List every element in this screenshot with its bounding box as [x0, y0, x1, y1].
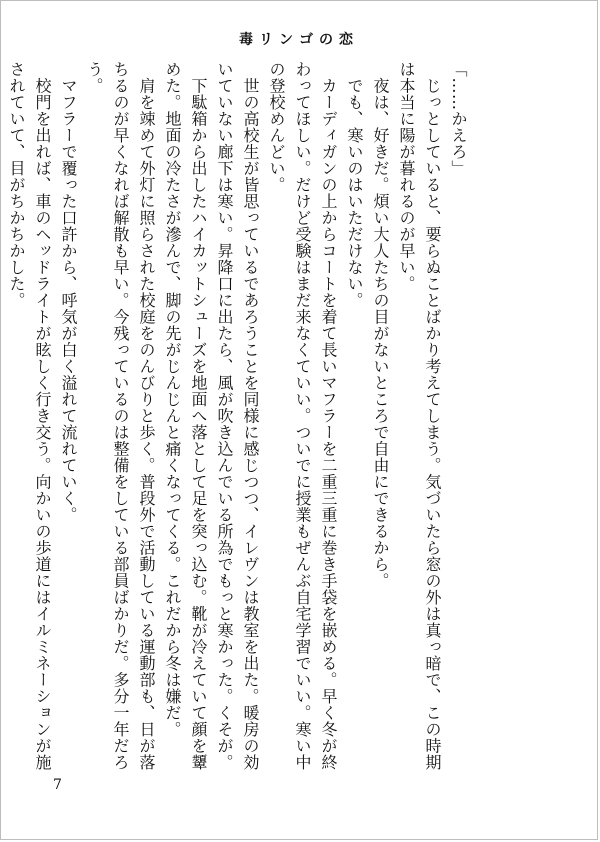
paragraph: 肩を竦めて外灯に照らされた校庭をのんびりと歩く。普段外で活動している運動部も、日が落ちるのが早くなれば解散も早い。今残っているのは整備をしている部員ばかりだ。多分一年だろう。 [85, 61, 156, 771]
paragraph: じっとしていると、要らぬことばかり考えてしまう。気づいたら窓の外は真っ暗で、この時期は本当に陽が暮れるのが早い。 [397, 61, 442, 771]
paragraph: マフラーで覆った口許から、呼気が白く溢れて流れていく。 [59, 61, 78, 523]
paragraph: 校門を出れば、車のヘッドライトが眩しく行き交う。向かいの歩道にはイルミネーションが施されていて、目がちかちかした。 [7, 61, 52, 771]
paragraph: でも、寒いのはいただけない。 [345, 61, 364, 309]
paragraph: 「……かえろ」 [449, 61, 468, 177]
page-number: 7 [53, 777, 62, 793]
paragraph: 下駄箱から出したハイカットシューズを地面へ落として足を突っ込む。靴が冷えていて顔を顰めた。地面の冷たさが滲んで、脚の先がじんじんと痛くなってくる。これだから冬は嫌だ。 [163, 61, 208, 771]
chapter-title: 毒リンゴの恋 [239, 32, 359, 48]
paragraph: カーディガンの上からコートを着て長いマフラーを二重三重に巻き手袋を嵌める。早く冬が終わってほしい。だけど受験はまだ来なくていい。ついでに授業もぜんぶ自宅学習でいい。寒い中の登校めんどい。 [267, 61, 338, 771]
body-text [7, 61, 471, 779]
paragraph: 世の高校生が皆思っているであろうことを同様に感じつつ、イレヴンは教室を出た。暖房の効いていない廊下は寒い。昇降口に出たら、風が吹き込んでいる所為でもっと寒かった。くそが。 [215, 61, 260, 771]
paragraph: 夜は、好きだ。煩い大人たちの目がないところで自由にできるから。 [371, 61, 390, 589]
